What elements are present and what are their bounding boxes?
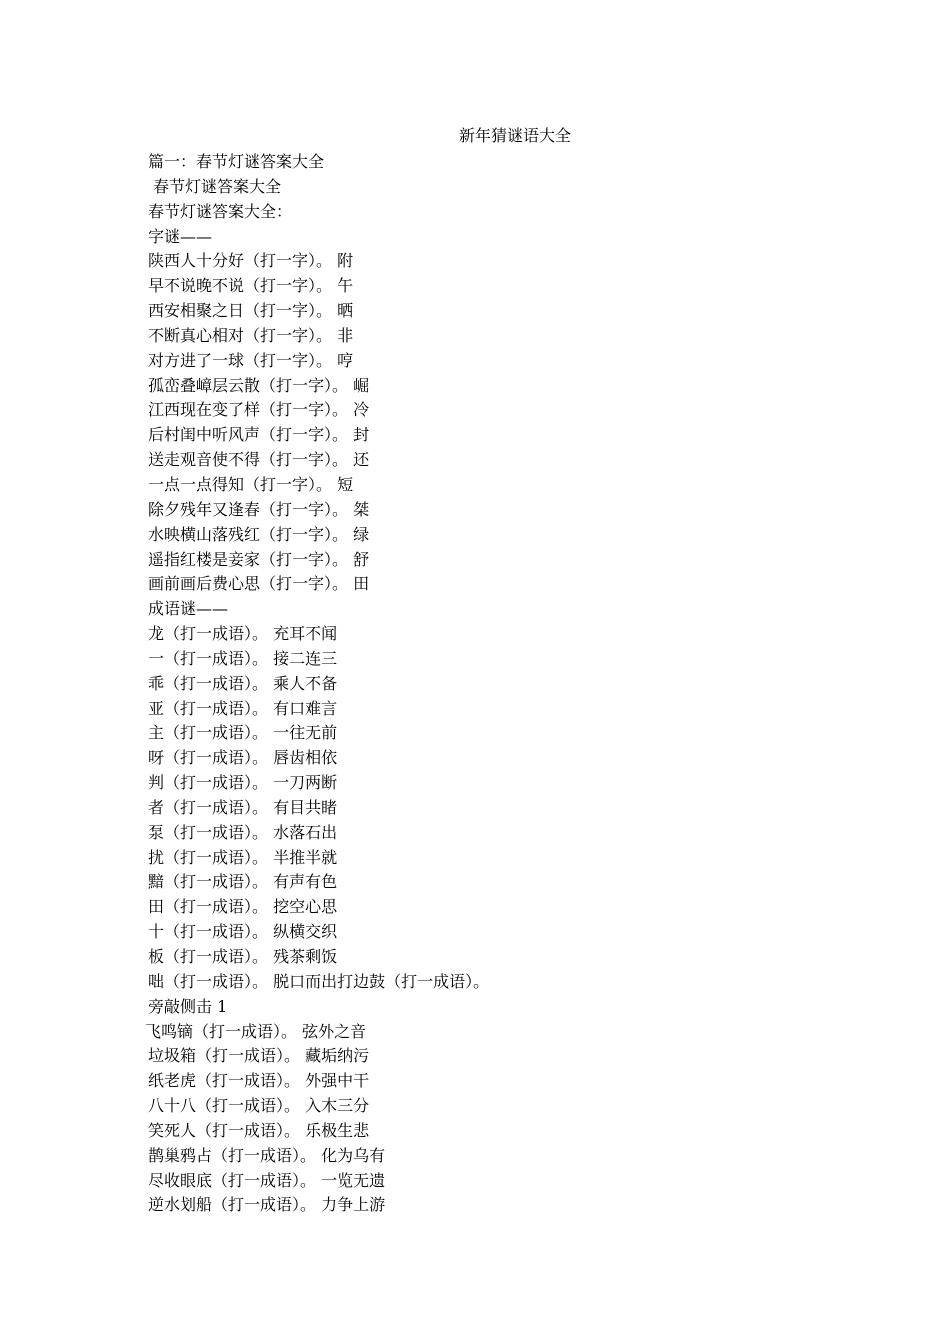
text-line: 江西现在变了样（打一字）。 冷	[148, 400, 370, 420]
text-line: 亚（打一成语）。 有口难言	[148, 698, 338, 718]
text-line: 田（打一成语）。 挖空心思	[148, 897, 338, 917]
text-line: 一点一点得知（打一字）。 短	[148, 474, 354, 494]
text-line: 判（打一成语）。 一刀两断	[148, 773, 338, 793]
text-line: 十（打一成语）。 纵横交织	[148, 922, 338, 942]
text-line: 八十八（打一成语）。 入木三分	[148, 1096, 370, 1116]
text-line: 后村闺中听风声（打一字）。 封	[148, 425, 370, 445]
text-line: 龙（打一成语）。 充耳不闻	[148, 624, 338, 644]
text-line: 扰（打一成语）。 半推半就	[148, 847, 338, 867]
text-line: 成语谜——	[148, 599, 229, 619]
text-line: 送走观音使不得（打一字）。 还	[148, 450, 370, 470]
text-line: 篇一：春节灯谜答案大全	[148, 152, 325, 171]
text-line: 乖（打一成语）。 乘人不备	[148, 673, 338, 693]
text-line: 陕西人十分好（打一字）。 附	[148, 251, 354, 271]
text-line: 孤峦叠嶂层云散（打一字）。 崛	[148, 375, 370, 395]
text-line: 对方进了一球（打一字）。 哼	[148, 350, 354, 370]
text-line: 旁敲侧击 1	[148, 996, 228, 1016]
text-line: 鹊巢鸦占（打一成语）。 化为乌有	[148, 1145, 386, 1165]
text-line: 纸老虎（打一成语）。 外强中干	[148, 1071, 370, 1091]
text-line: 不断真心相对（打一字）。 非	[148, 325, 354, 345]
text-line: 板（打一成语）。 残茶剩饭	[148, 947, 338, 966]
text-line: 垃圾箱（打一成语）。 藏垢纳污	[148, 1046, 370, 1066]
text-line: 呀（打一成语）。 唇齿相依	[148, 748, 338, 768]
text-line: 画前画后费心思（打一字）。 田	[148, 574, 370, 594]
text-line: 春节灯谜答案大全	[153, 176, 282, 196]
text-line: 春节灯谜答案大全：	[148, 201, 293, 221]
text-line: 一（打一成语）。 接二连三	[148, 648, 338, 668]
text-line: 逆水划船（打一成语）。 力争上游	[148, 1195, 386, 1215]
text-line: 笑死人（打一成语）。 乐极生悲	[148, 1120, 370, 1140]
text-line: 飞鸣镝（打一成语）。 弦外之音	[145, 1021, 367, 1041]
text-line: 者（打一成语）。 有目共睹	[148, 797, 338, 817]
text-line: 字谜——	[148, 226, 213, 246]
text-line: 尽收眼底（打一成语）。 一览无遗	[148, 1170, 386, 1190]
document-body	[145, 150, 908, 1218]
text-line: 西安相聚之日（打一字）。 晒	[148, 301, 354, 321]
text-line: 主（打一成语）。 一往无前	[148, 723, 338, 743]
text-line: 遥指红楼是妾家（打一字）。 舒	[148, 549, 370, 569]
text-line: 泵（打一成语）。 水落石出	[148, 822, 338, 842]
page-title-text: 新年猜谜语大全	[458, 126, 571, 145]
text-line: 黯（打一成语）。 有声有色	[148, 872, 338, 892]
text-line: 除夕残年又逢春（打一字）。 桀	[148, 499, 370, 519]
text-line: 早不说晚不说（打一字）。 午	[148, 276, 354, 296]
text-line: 水映横山落残红（打一字）。 绿	[148, 524, 370, 544]
text-line: 咄（打一成语）。 脱口而出打边鼓（打一成语）。	[148, 971, 490, 991]
page-title	[0, 126, 950, 146]
